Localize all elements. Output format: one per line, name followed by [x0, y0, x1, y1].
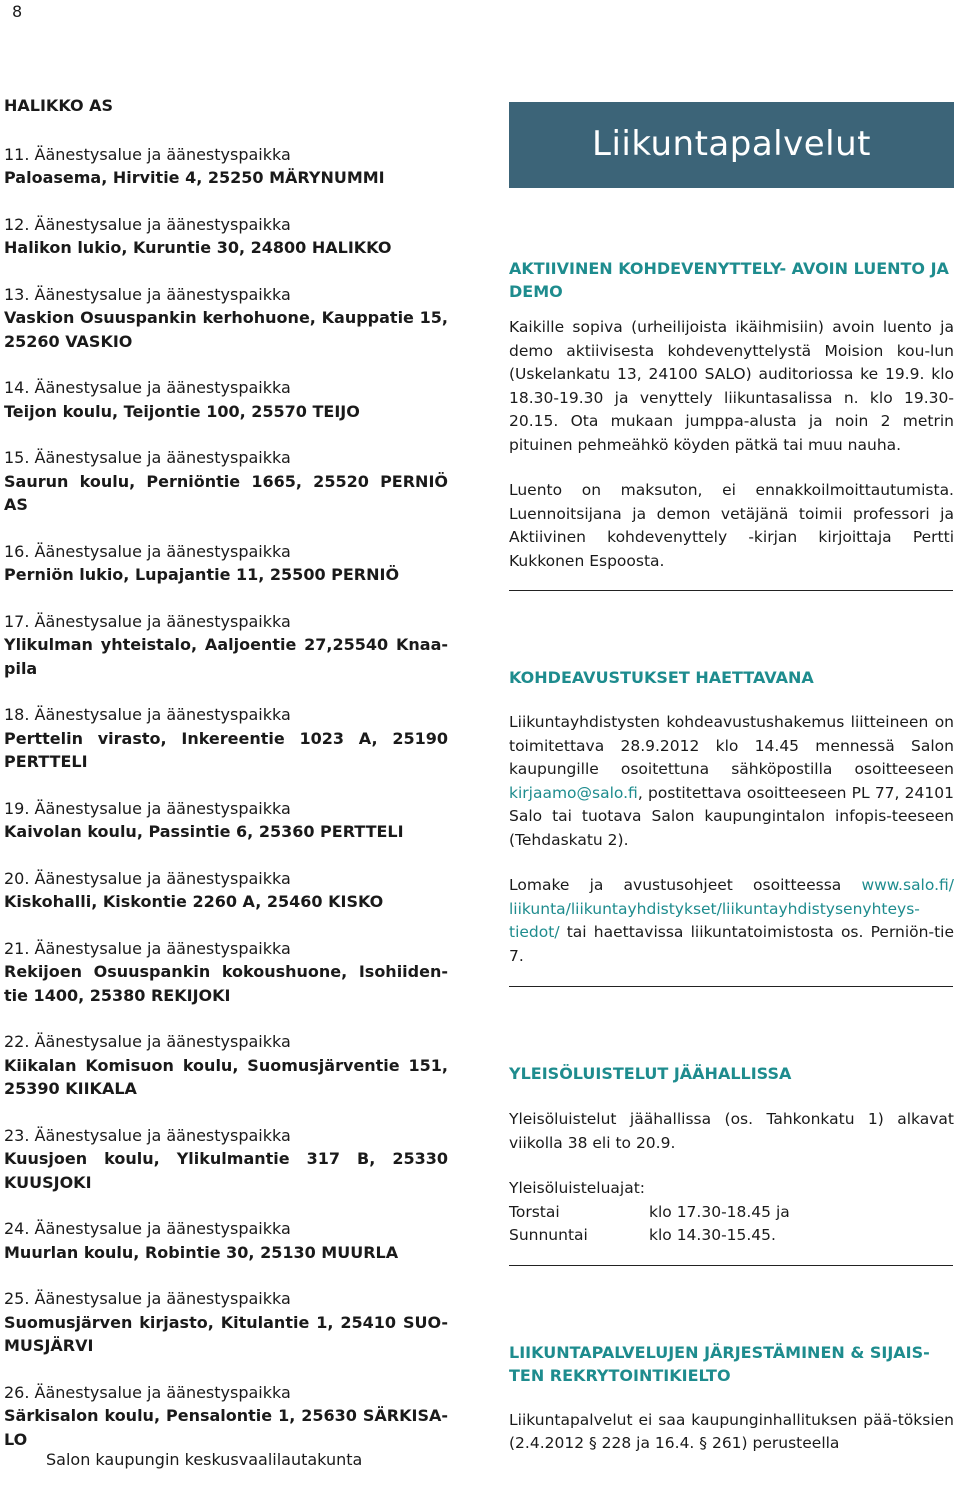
- sports-services-column: [509, 102, 954, 1456]
- polling-entry: [4, 446, 448, 517]
- polling-entry: [4, 703, 448, 774]
- section2-title: KOHDEAVUSTUKSET HAETTAVANA: [509, 668, 814, 687]
- polling-places-column: [4, 94, 448, 1474]
- entry-number: 23. Äänestysalue ja äänestyspaikka: [4, 1125, 291, 1145]
- entry-address: Perttelin virasto, Inkereentie 1023 A, 25190 PERTTELI: [4, 728, 448, 771]
- entry-number: 13. Äänestysalue ja äänestyspaikka: [4, 284, 291, 304]
- web-link[interactable]: www.salo.fi/ liikunta/liikuntayhdistykset/liikuntayhdistysenyhteys-tiedot/: [509, 876, 954, 941]
- entry-address: Perniön lukio, Lupajantie 11, 25500 PERNIÖ: [4, 565, 400, 584]
- section2-para1: Liikuntayhdistysten kohdeavustushakemus liitteineen on toimitettava 28.9.2012 klo 14.45 mennessä Salon kaupungille osoitettuna sähköpostilla osoitteeseen kirjaamo@salo.fi, postitettava osoitteeseen PL 77, 24101 Salo tai tuotava Salon kaupungintalon infopis-teeseen (Tehdaskatu 2).: [509, 713, 954, 849]
- page-number: 8: [12, 2, 23, 21]
- entry-address: Saurun koulu, Perniöntie 1665, 25520 PERNIÖ AS: [4, 471, 448, 514]
- entry-address: Vaskion Osuuspankin kerhohuone, Kauppatie 15, 25260 VASKIO: [4, 308, 448, 351]
- schedule-day: Sunnuntai: [509, 1226, 588, 1244]
- schedule-title: Yleisöluisteluajat:: [509, 1179, 646, 1197]
- entry-number: 17. Äänestysalue ja äänestyspaikka: [4, 611, 291, 631]
- email-link[interactable]: kirjaamo@salo.fi: [509, 783, 638, 802]
- entry-number: 22. Äänestysalue ja äänestyspaikka: [4, 1032, 291, 1051]
- section1-para1: Kaikille sopiva (urheilijoista ikäihmisiin) avoin luento ja demo aktiivisesta kohdevenyttelystä Moision kou-lun (Uskelankatu 13, 24100 SALO) auditoriossa ke 19.9. klo 18.30-19.30 ja venyttely liikuntasalissa n. klo 19.30-20.15. Ota mukaan jumppa-alusta ja noin 2 metrin pituinen pehmeähkö köyden pätkä tai muu nauha.: [509, 318, 954, 454]
- entry-number: 19. Äänestysalue ja äänestyspaikka: [4, 798, 291, 818]
- polling-entry: [4, 867, 448, 914]
- polling-entry: [4, 1124, 448, 1195]
- footer-signature: Salon kaupungin keskusvaalilautakunta: [46, 1450, 363, 1469]
- polling-entry: [4, 1287, 448, 1358]
- entry-number: 15. Äänestysalue ja äänestyspaikka: [4, 448, 291, 467]
- section1-title: AKTIIVINEN KOHDEVENYTTELY- AVOIN LUENTO JA DEMO: [509, 259, 949, 301]
- entry-address: Halikon lukio, Kuruntie 30, 24800 HALIKKO: [4, 238, 392, 257]
- section3-title: YLEISÖLUISTELUT JÄÄHALLISSA: [509, 1064, 792, 1083]
- entry-address: Ylikulman yhteistalo, Aaljoentie 27,25540 Knaa-pila: [4, 635, 448, 678]
- section3-para1: Yleisöluistelut jäähallissa (os. Tahkonkatu 1) alkavat viikolla 38 eli to 20.9.: [509, 1110, 954, 1152]
- schedule-day: Torstai: [509, 1202, 560, 1221]
- polling-entry: [4, 143, 448, 190]
- entry-number: 14. Äänestysalue ja äänestyspaikka: [4, 378, 291, 397]
- entry-address: Rekijoen Osuuspankin kokoushuone, Isohiiden-tie 1400, 25380 REKIJOKI: [4, 962, 448, 1005]
- entry-address: Kiskohalli, Kiskontie 2260 A, 25460 KISKO: [4, 892, 384, 911]
- entry-address: Kiikalan Komisuon koulu, Suomusjärventie 151, 25390 KIIKALA: [4, 1055, 448, 1098]
- entry-address: Paloasema, Hirvitie 4, 25250 MÄRYNUMMI: [4, 168, 385, 187]
- entry-number: 25. Äänestysalue ja äänestyspaikka: [4, 1289, 291, 1308]
- schedule-table: [509, 1201, 954, 1248]
- polling-entry: [4, 797, 448, 844]
- polling-entry: [4, 1030, 448, 1101]
- polling-entry: [4, 283, 448, 354]
- entry-number: 20. Äänestysalue ja äänestyspaikka: [4, 868, 291, 888]
- entry-address: Suomusjärven kirjasto, Kitulantie 1, 25410 SUO-MUSJÄRVI: [4, 1312, 448, 1355]
- entry-address: Teijon koulu, Teijontie 100, 25570 TEIJO: [4, 401, 360, 421]
- schedule-time: klo 14.30-15.45.: [649, 1226, 776, 1244]
- polling-entry: [4, 937, 448, 1008]
- entry-number: 24. Äänestysalue ja äänestyspaikka: [4, 1219, 291, 1238]
- section1-para2: Luento on maksuton, ei ennakkoilmoittautumista. Luennoitsijana ja demon vetäjänä toimii professori ja Aktiivinen kohdevenyttely -kirjan kirjoittaja Pertti Kukkonen Espoosta.: [509, 481, 954, 570]
- banner-title: Liikuntapalvelut: [509, 102, 954, 188]
- polling-entry: [4, 1217, 448, 1264]
- entry-number: 26. Äänestysalue ja äänestyspaikka: [4, 1382, 291, 1402]
- entry-address: Kuusjoen koulu, Ylikulmantie 317 B, 25330 KUUSJOKI: [4, 1149, 448, 1192]
- section4-para1: Liikuntapalvelut ei saa kaupunginhallituksen pää-töksien (2.4.2012 § 228 ja 16.4. § 261) perusteella: [509, 1410, 954, 1452]
- entry-number: 16. Äänestysalue ja äänestyspaikka: [4, 541, 291, 561]
- entry-number: 18. Äänestysalue ja äänestyspaikka: [4, 705, 291, 724]
- section-heading: HALIKKO AS: [4, 96, 114, 115]
- entry-number: 12. Äänestysalue ja äänestyspaikka: [4, 214, 291, 234]
- polling-entry: [4, 213, 448, 260]
- section2-para2: Lomake ja avustusohjeet osoitteessa www.salo.fi/ liikunta/liikuntayhdistykset/liikuntayhdistysenyhteys-tiedot/ tai haettavissa liikuntatoimistosta os. Perniön-tie 7.: [509, 876, 954, 965]
- polling-entry: [4, 610, 448, 681]
- entry-number: 11. Äänestysalue ja äänestyspaikka: [4, 144, 291, 164]
- polling-entry: [4, 540, 448, 587]
- entry-address: Kaivolan koulu, Passintie 6, 25360 PERTTELI: [4, 822, 404, 841]
- entry-address: Muurlan koulu, Robintie 30, 25130 MUURLA: [4, 1242, 399, 1262]
- entry-address: Särkisalon koulu, Pensalontie 1, 25630 SÄRKISA-LO: [4, 1406, 448, 1449]
- polling-entry: [4, 376, 448, 423]
- schedule-time: klo 17.30-18.45 ja: [649, 1202, 790, 1221]
- entry-number: 21. Äänestysalue ja äänestyspaikka: [4, 938, 291, 958]
- section4-title: LIIKUNTAPALVELUJEN JÄRJESTÄMINEN & SIJAIS-TEN REKRYTOINTIKIELTO: [509, 1342, 930, 1385]
- entries-list: [4, 143, 448, 1452]
- polling-entry: [4, 1381, 448, 1452]
